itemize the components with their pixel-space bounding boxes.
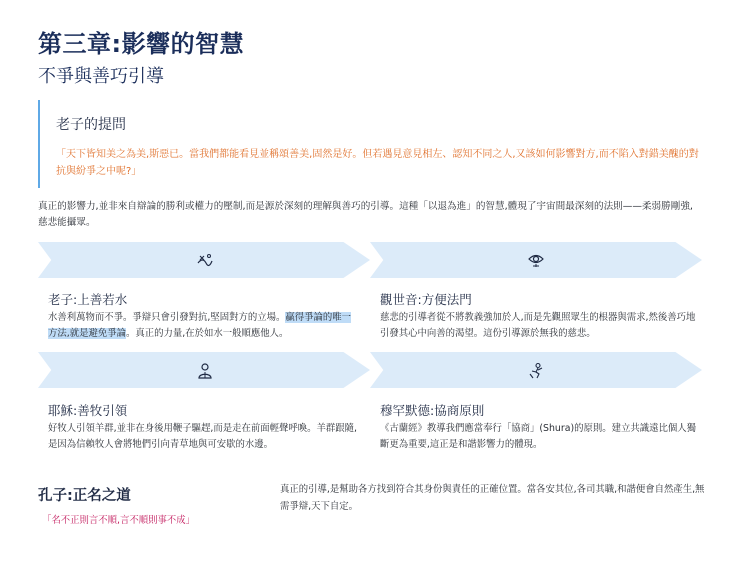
- laozi-text-end: 。真正的力量,在於如水一般順應他人。: [125, 328, 289, 339]
- laozi-card-text: [48, 310, 360, 342]
- muhammad-card-title: 穆罕默德:協商原則: [380, 403, 485, 418]
- laozi-text-part: 水善利萬物而不爭。爭辯只會引發對抗,堅固對方的立場。: [48, 312, 286, 323]
- quote-text: 「天下皆知美之為美,斯惡已。當我們都能看見並稱頌善美,固然是好。但若遇見意見相左、認知不同之人,又該如何影響對方,而不陷入對錯美醜的對抗與紛爭之中呢?」: [56, 149, 699, 177]
- shepherd-icon: [196, 362, 214, 380]
- jesus-card-text: 好牧人引領羊群,並非在身後用鞭子驅趕,而是走在前面輕聲呼喚。羊群跟隨,是因為信賴牧人會將牠們引向青草地與可安歇的水邊。: [48, 423, 357, 450]
- jesus-card-title: 耶穌:善牧引領: [48, 403, 128, 418]
- guanyin-card-title: 觀世音:方便法門: [380, 292, 472, 307]
- eye-icon: [527, 251, 545, 269]
- chapter-title: 第三章:影響的智慧: [38, 30, 245, 58]
- laozi-text-highlight: 贏得爭論的唯一方法,就是避免爭論: [48, 312, 351, 339]
- quote-title: 老子的提問: [56, 117, 126, 133]
- confucius-quote: 「名不正則言不順,言不順則事不成」: [42, 515, 195, 526]
- muhammad-card-text: 《古蘭經》教導我們應當奉行「協商」(Shura)的原則。建立共識遠比個人獨斷更為重要,這正是和諧影響力的體現。: [380, 423, 697, 450]
- consultation-icon: [527, 362, 545, 380]
- confucius-text: 真正的引導,是幫助各方找到符合其身份與責任的正確位置。當各安其位,各司其職,和諧便會自然產生,無需爭辯,天下自定。: [280, 484, 705, 512]
- water-flow-icon: [196, 251, 214, 269]
- chapter-subtitle: 不爭與善巧引導: [38, 66, 164, 87]
- laozi-card-title: 老子:上善若水: [48, 292, 128, 307]
- intro-paragraph: 真正的影響力,並非來自辯論的勝利或權力的壓制,而是源於深刻的理解與善巧的引導。這種「以退為進」的智慧,體現了宇宙間最深刻的法則——柔弱勝剛強,慈悲能攝眾。: [38, 201, 693, 228]
- guanyin-card-text: 慈悲的引導者從不將教義強加於人,而是先觀照眾生的根器與需求,然後善巧地引發其心中向善的渴望。這份引導源於無我的慈悲。: [380, 312, 696, 339]
- laozi-question-box: [38, 100, 702, 188]
- confucius-title: 孔子:正名之道: [38, 488, 131, 504]
